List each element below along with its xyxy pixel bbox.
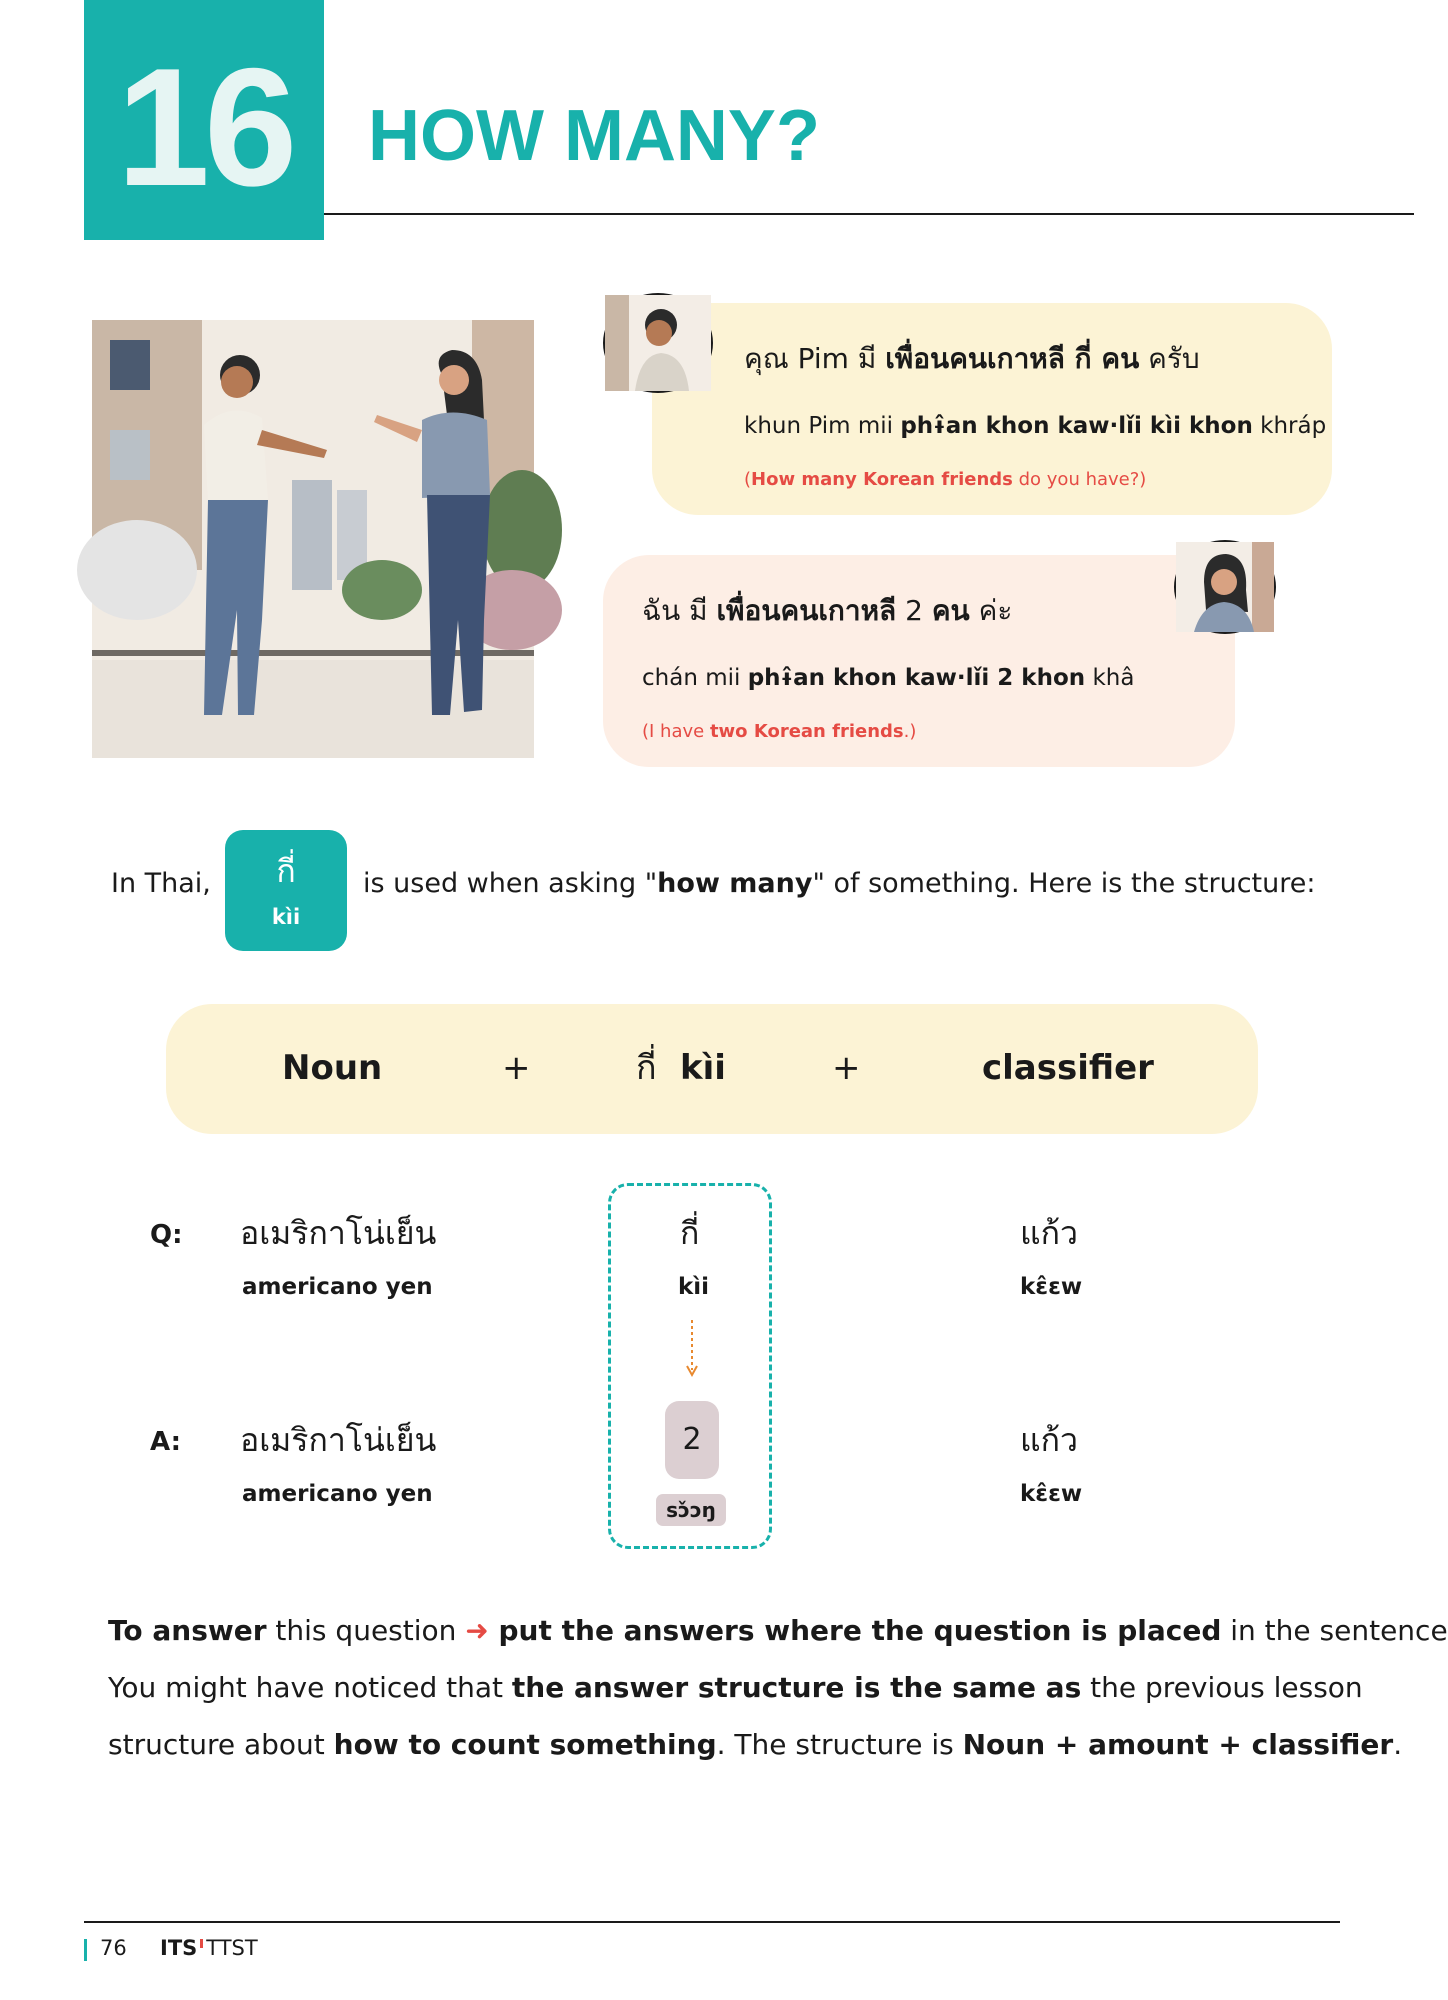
kii-badge-thai: กี่: [276, 852, 296, 890]
answer-label: A:: [150, 1427, 182, 1457]
man-avatar: [603, 293, 713, 393]
lesson-number: 16: [116, 33, 292, 221]
question-transliteration: khun Pim mii phɨ̂an khon kaw·lǐi kìi khon khráp: [744, 413, 1327, 439]
footer-brand: ITS TTST: [160, 1936, 258, 1960]
explanation-line-1: To answer this question ➜ put the answers where the question is placed in the sentence: [108, 1614, 1448, 1647]
q-classifier-translit: kɛ̂ɛw: [1020, 1274, 1083, 1300]
a-noun-thai: อเมริกาโน่เย็น: [240, 1421, 437, 1459]
page-number: 76: [100, 1936, 127, 1960]
structure-classifier: classifier: [982, 1048, 1154, 1088]
answer-transliteration: chán mii phɨ̂an khon kaw·lǐi 2 khon khâ: [642, 665, 1135, 691]
down-arrow-icon: [682, 1320, 702, 1378]
footer-divider: [84, 1921, 1340, 1923]
brand-mark-icon: [200, 1939, 203, 1948]
q-kii-translit: kìi: [678, 1274, 710, 1300]
structure-kii-translit: kìi: [680, 1048, 726, 1088]
a-classifier-thai: แก้ว: [1020, 1421, 1078, 1459]
answer-number-label-chip: [656, 1494, 726, 1526]
answer-number: 2: [682, 1422, 702, 1457]
explanation-line-2: You might have noticed that the answer structure is the same as the previous lesson: [108, 1671, 1363, 1704]
lesson-number-box: [84, 0, 324, 240]
answer-thai: ฉัน มี เพื่อนคนเกาหลี 2 คน ค่ะ: [642, 594, 1013, 627]
conversation-illustration: [92, 320, 534, 758]
q-noun-translit: americano yen: [242, 1274, 433, 1300]
answer-number-chip: [665, 1401, 719, 1479]
answer-number-label: sɔ̌ɔŋ: [666, 1498, 716, 1522]
a-noun-translit: americano yen: [242, 1481, 433, 1507]
answer-translation: (I have two Korean friends.): [642, 721, 917, 742]
lesson-title: HOW MANY?: [368, 96, 820, 176]
structure-kii-thai: กี่: [636, 1048, 657, 1088]
explanation-line-3: structure about how to count something. The structure is Noun + amount + classifier.: [108, 1728, 1403, 1761]
red-arrow-icon: ➜: [465, 1614, 489, 1647]
structure-plus-1: +: [502, 1048, 531, 1088]
q-classifier-thai: แก้ว: [1020, 1214, 1078, 1252]
structure-noun: Noun: [282, 1048, 383, 1088]
woman-avatar: [1174, 540, 1276, 634]
intro-prefix: In Thai,: [111, 868, 211, 899]
intro-suffix: is used when asking "how many" of something. Here is the structure:: [363, 868, 1316, 899]
footer-accent-bar: [84, 1939, 87, 1961]
question-thai: คุณ Pim มี เพื่อนคนเกาหลี กี่ คน ครับ: [744, 342, 1200, 375]
kii-badge-translit: kìi: [271, 905, 301, 929]
title-divider: [324, 213, 1414, 215]
question-translation: (How many Korean friends do you have?): [744, 469, 1147, 490]
kii-badge: [225, 830, 347, 951]
q-kii-thai: กี่: [680, 1214, 700, 1252]
structure-plus-2: +: [832, 1048, 861, 1088]
question-label: Q:: [150, 1220, 183, 1250]
a-classifier-translit: kɛ̂ɛw: [1020, 1481, 1083, 1507]
q-noun-thai: อเมริกาโน่เย็น: [240, 1214, 437, 1252]
